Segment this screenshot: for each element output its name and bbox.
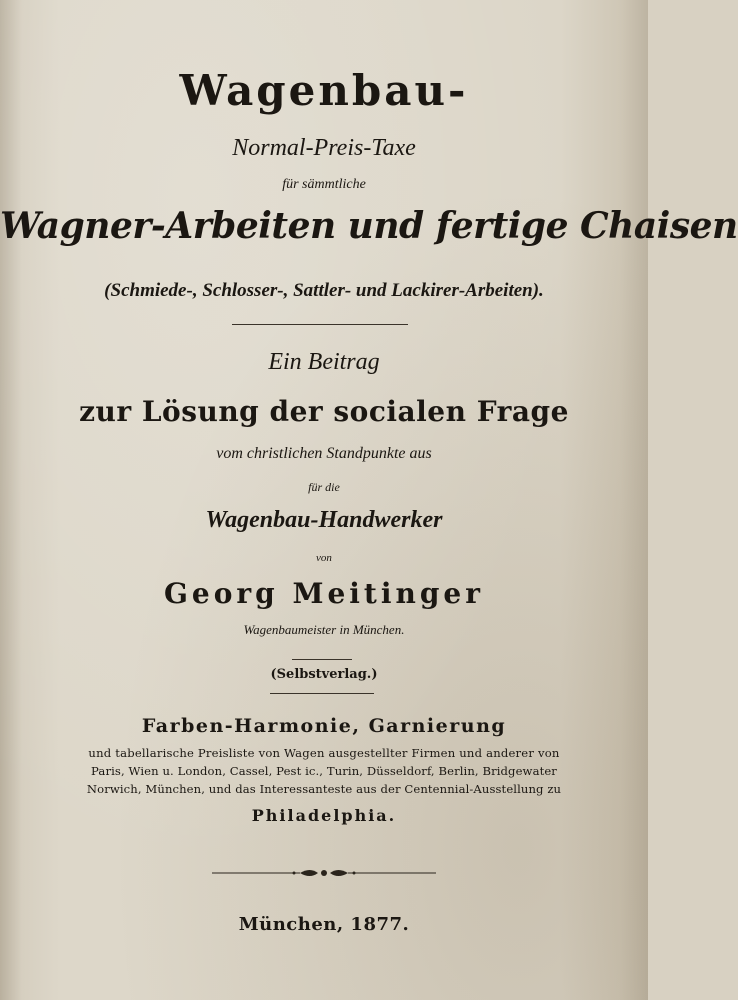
fuer-saemmtliche: für sämmtliche: [282, 177, 366, 192]
handwerker: Wagenbau-Handwerker: [205, 507, 443, 533]
author-role: Wagenbaumeister in München.: [243, 622, 405, 637]
subheading: Normal-Preis-Taxe: [232, 135, 416, 161]
heading: Wagenbau-: [179, 66, 469, 115]
loesung: zur Lösung der socialen Frage: [79, 395, 569, 428]
description-line-2: Paris, Wien u. London, Cassel, Pest ic., Turin, Düsseldorf, Berlin, Bridgewater: [91, 764, 557, 778]
farben-harmonie: Farben-Harmonie, Garnierung: [141, 715, 507, 737]
description-line-1: und tabellarische Preisliste von Wagen ausgestellter Firmen und anderer von: [88, 746, 560, 760]
author-name: Georg Meitinger: [164, 577, 484, 610]
main-title: Wagner-Arbeiten und fertige Chaisen: [0, 205, 738, 247]
ornamental-divider: [212, 866, 436, 880]
philadelphia: Philadelphia.: [251, 806, 397, 825]
beitrag: Ein Beitrag: [268, 349, 380, 375]
divider-3: [270, 693, 374, 694]
selbstverlag: (Selbstverlag.): [270, 667, 378, 682]
description-line-3: Norwich, München, und das Interessanteste aus der Centennial-Ausstellung zu: [86, 782, 562, 796]
standpunkt: vom christlichen Standpunkte aus: [216, 445, 432, 462]
divider-1: [232, 324, 408, 325]
parenthetical: (Schmiede-, Schlosser-, Sattler- und Lackirer-Arbeiten).: [104, 280, 544, 301]
fuer-die: für die: [308, 480, 340, 494]
imprint: München, 1877.: [238, 914, 410, 935]
divider-2: [292, 659, 352, 660]
von: von: [316, 552, 332, 564]
